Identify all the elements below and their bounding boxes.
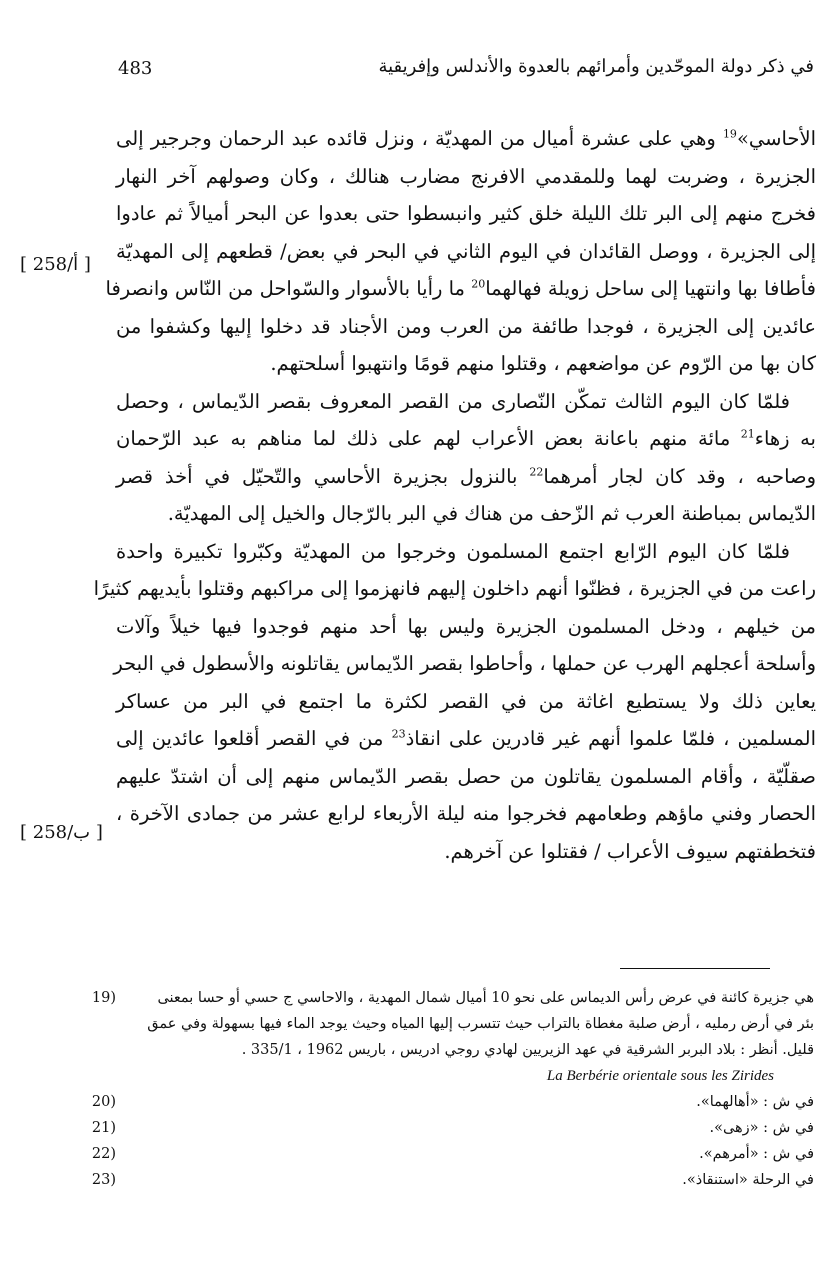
footnote <box>80 1115 820 1141</box>
footnote-reference: 19 <box>722 127 737 141</box>
text-segment: بالنزول بجزيرة الأحاسي والتّحيّل في أخذ قصر <box>116 464 530 488</box>
text-line <box>116 495 816 533</box>
text-line <box>116 833 816 871</box>
footnote-reference: 22 <box>529 465 544 478</box>
footnote-latin-title: La Berbérie orientale sous les Zirides <box>546 1068 774 1084</box>
text-segment: الدّيماس بمباطنة العرب ثم الزّحف من هناك في البر بالرّجال والخيل إلى المهديّة. <box>167 502 816 525</box>
text-segment: فأطافا بها وانتهيا إلى ساحل زويلة فهالهما <box>485 277 816 300</box>
text-line <box>116 608 816 646</box>
footnote-number: 19) <box>91 990 116 1006</box>
text-line <box>105 270 816 308</box>
text-segment: يعاين ذلك ولا يستطيع اغاثة من في القصر لكثرة ما اجتمع في البر من عساكر <box>116 689 816 713</box>
text-segment: ما رأيا بالأسوار والسّواحل من النّاس وانصرفا <box>105 277 472 300</box>
text-segment: فلمّا كان اليوم الثالث تمكّن النّصارى من القصر المعروف بقصر الدّيماس ، وحصل <box>116 389 790 413</box>
text-line <box>116 345 816 383</box>
folio-marker-258b: [ 258/ب ] <box>20 822 103 843</box>
main-text <box>93 120 817 870</box>
footnote-line: في ش : «زهى». <box>709 1120 814 1136</box>
footnote-line: هي جزيرة كائنة في عرض رأس الديماس على نحو 10 أميال شمال المهدية ، والاحاسي ج حسي أو حسا بمعنى <box>157 990 814 1006</box>
footnote-line: بئر في أرض رمليه ، أرض صلبة مغطاة بالتراب حيث تتسرب إليها المياه وحيث يوجد الماء فيها بسهولة وفي عمق <box>147 1016 814 1032</box>
footnote-body <box>116 1089 820 1115</box>
folio-marker-258a: [ 258/أ ] <box>20 254 91 275</box>
text-segment: وهي على عشرة أميال من المهديّة ، ونزل قائده عبد الرحمان وجرجير إلى <box>116 127 723 150</box>
footnote <box>80 1089 820 1115</box>
text-line <box>116 195 816 233</box>
text-line <box>116 683 816 721</box>
footnote-line: في ش : «أهالهما». <box>696 1094 814 1110</box>
text-line <box>116 720 816 758</box>
text-line <box>116 158 816 196</box>
text-segment: فخرج منهم إلى البر تلك الليلة خلق كثير وانبسطوا حتى بعدوا عن البحر أميالاً ثم عادوا <box>116 202 816 225</box>
footnote-reference: 20 <box>471 277 486 291</box>
text-line <box>116 758 816 796</box>
text-segment: الجزيرة ، وضربت لهما وللمقدمي الافرنج مضارب هنالك ، وكان وصولهم آخر النهار <box>116 164 816 188</box>
text-line <box>116 233 816 271</box>
footnote-number: 20) <box>91 1094 116 1110</box>
text-segment: الأحاسي» <box>736 127 816 150</box>
text-segment: مائة منهم باعانة بعض الأعراب لهم على ذلك لما مناهم به عبد الرّحمان <box>116 427 741 450</box>
text-segment: من في القصر أقلعوا عائدين إلى <box>116 727 392 750</box>
footnote-body <box>116 1115 820 1141</box>
text-line <box>93 570 816 608</box>
text-segment: إلى الجزيرة ، ووصل القائدان في اليوم الثاني في البحر في بعض/ قطعهم إلى المهديّة <box>116 239 816 263</box>
footnote-body <box>116 1167 820 1193</box>
footnote-number: 22) <box>91 1146 116 1162</box>
footnote-number: 21) <box>91 1120 116 1136</box>
footnote-body <box>116 985 820 1063</box>
text-line <box>116 458 816 496</box>
footnote-line: في الرحلة «استنقاذ». <box>682 1172 814 1188</box>
text-line <box>116 120 816 158</box>
text-segment: وصاحبه ، وقد كان لجار أمرهما <box>543 464 817 488</box>
text-segment: عائدين إلى الجزيرة ، فوجدا طائفة من العرب ومن الأجناد قد دخلوا إليها وكشفوا من <box>116 314 816 338</box>
text-segment: من خيلهم ، ودخل المسلمون الجزيرة وليس بها أحد منهم فوجدوا فيها خيلاً وآلات <box>116 614 816 638</box>
text-line <box>116 795 816 833</box>
text-segment: وأسلحة أعجلهم الهرب عن حملها ، وأحاطوا بقصر الدّيماس يقاتلونه والأسطول في البحر <box>113 652 816 675</box>
running-title: في ذكر دولة الموحّدين وأمرائهم بالعدوة والأندلس وإفريقية <box>378 56 814 77</box>
footnote <box>80 1167 820 1193</box>
footnote-reference: 21 <box>740 427 755 441</box>
footnote <box>80 1141 820 1167</box>
text-line <box>113 645 816 683</box>
footnote-line: قليل. أنظر : بلاد البربر الشرقية في عهد الزيريين لهادي روجي ادريس ، باريس 1962 ، 335/1 . <box>241 1042 814 1058</box>
footnote-reference: 23 <box>391 727 406 741</box>
text-line <box>116 533 816 571</box>
footnote-line: في ش : «أمرهم». <box>699 1146 814 1162</box>
text-segment: صقلّيّة ، وأقام المسلمون يقاتلون من حصل بقصر الدّيماس منهم إلى أن اشتدّ عليهم <box>116 764 816 788</box>
text-line <box>116 308 816 346</box>
text-line <box>116 420 816 458</box>
text-segment: به زهاء <box>754 427 816 450</box>
page-number: 483 <box>118 58 153 79</box>
text-segment: راعت من في الجزيرة ، فظنّوا أنهم داخلون إليهم فانهزموا إلى مراكبهم وقتلوا بأيديهم كثيرًا <box>93 577 816 600</box>
text-segment: الحصار وفني ماؤهم وطعامهم فخرجوا منه ليلة الأربعاء لرابع عشر من جمادى الآخرة ، <box>116 802 816 825</box>
running-head <box>0 56 836 86</box>
footnote <box>80 985 820 1063</box>
footnote-body <box>116 1141 820 1167</box>
text-segment: فتخطفتهم سيوف الأعراب / فقتلوا عن آخرهم. <box>444 839 816 863</box>
footnote-separator <box>620 968 770 969</box>
text-line <box>116 383 816 421</box>
text-segment: المسلمين ، فلمّا علموا أنهم غير قادرين على انقاذ <box>405 727 816 750</box>
text-segment: فلمّا كان اليوم الرّابع اجتمع المسلمون وخرجوا من المهديّة وكبّروا تكبيرة واحدة <box>116 539 790 563</box>
footnote-number: 23) <box>91 1172 116 1188</box>
text-segment: كان بها من الرّوم عن مواضعهم ، وقتلوا منهم قومًا وانتهبوا أسلحتهم. <box>270 352 816 375</box>
footnotes <box>80 985 820 1193</box>
